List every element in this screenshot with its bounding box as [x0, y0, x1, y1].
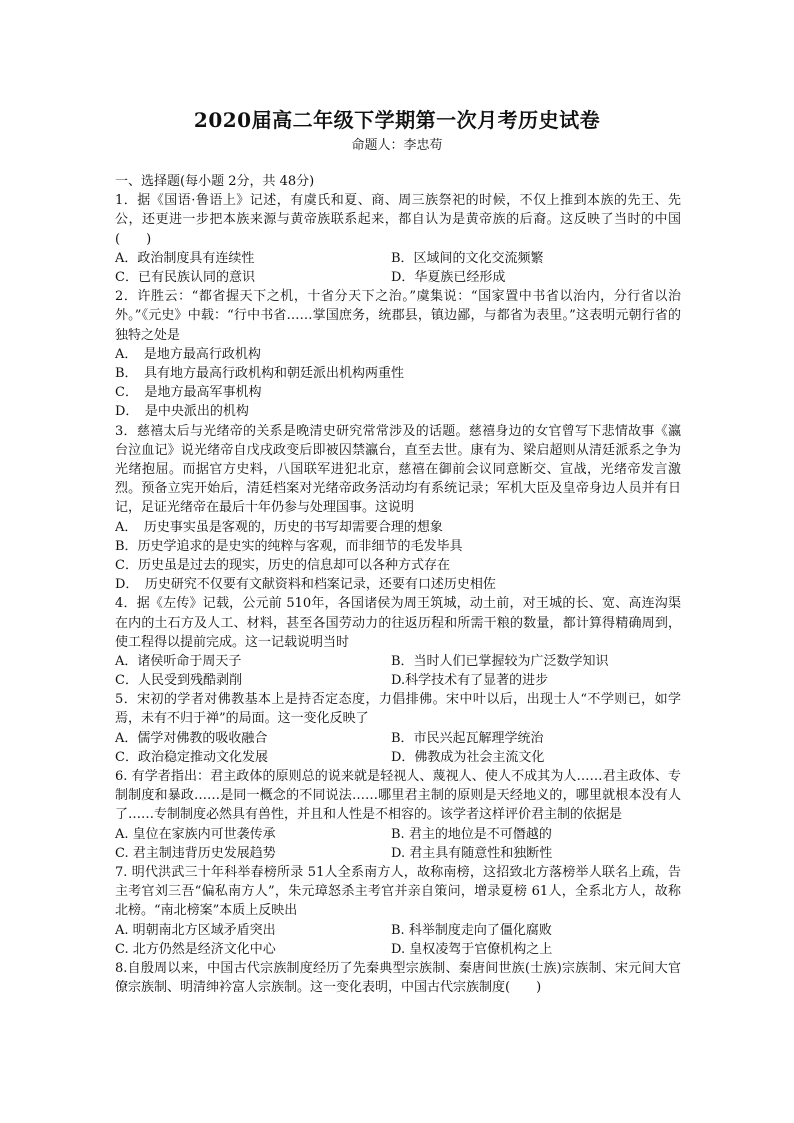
option-d: D．华夏族已经形成 — [391, 269, 506, 285]
exam-title: 2020届高二年级下学期第一次月考历史试卷 — [193, 108, 601, 132]
question-7 — [115, 863, 681, 959]
question-stem: 7. 明代洪武三十年科举春榜所录 51人全系南方人，故称南榜，这招致北方落榜举人联名上疏，告主考官刘三吾“偏私南方人”，朱元璋怒杀主考官并亲自策问，增录夏榜 61人，全系北方人，故称北榜。“南北榜案”本质上反映出 — [115, 865, 681, 919]
option-row — [115, 748, 681, 767]
question-stem: 3．慈禧太后与光绪帝的关系是晚清史研究常常涉及的话题。慈禧身边的女官曾写下悲情故事《瀛台泣血记》说光绪帝自戊戌政变后即被囚禁瀛台，直至去世。康有为、梁启超则从清廷派系之争为光绪抱屈。而据官方史料，八国联军进犯北京，慈禧在御前会议同意断交、宣战，光绪帝发言激烈。预备立宪开始后，清廷档案对光绪帝政务活动均有系统记录；军机大臣及皇帝身边人员并有日记，足证光绪帝在最后十年仍参与处理国事。这说明 — [115, 423, 681, 516]
question-3 — [115, 422, 681, 595]
option-c: C．政治稳定推动文化发展 — [115, 749, 268, 765]
option-row — [115, 268, 681, 287]
question-stem: 4．据《左传》记载，公元前 510年，各国诸侯为周王筑城，动土前，对王城的长、宽、高连沟渠在内的土石方及人工、材料，甚至各国劳动力的往返历程和所需干粮的数量，都计算得精确周到，使工程得以提前完成。这一记载说明当时 — [115, 596, 681, 650]
question-6 — [115, 767, 681, 863]
question-stem: 2．许胜云：“都省握天下之机，十省分天下之治。”虞集说：“国家置中书省以治内，分行省以治外。”《元史》中载：“行中书省……掌国庶务，统郡县，镇边鄙，与都省为表里。”这表明元朝行省的独特之处是 — [115, 289, 681, 343]
option-b: B. 君主的地位是不可僭越的 — [391, 826, 552, 842]
option-c: C． 是地方最高军事机构 — [115, 385, 262, 401]
question-2 — [115, 287, 681, 421]
option-a: A．政治制度具有连续性 — [115, 250, 255, 266]
question-8 — [115, 959, 681, 997]
option-c: C. 君主制违背历史发展趋势 — [115, 845, 276, 861]
option-row — [115, 844, 681, 863]
option-b: B．市民兴起瓦解理学统治 — [391, 730, 544, 746]
option-b: B．当时人们已掌握较为广泛数学知识 — [391, 653, 609, 669]
option-b: B． 具有地方最高行政机构和朝廷派出机构两重性 — [115, 365, 405, 381]
question-1 — [115, 191, 681, 287]
option-row — [115, 652, 681, 671]
option-a: A. 皇位在家族内可世袭传承 — [115, 826, 276, 842]
option-row — [115, 921, 681, 940]
option-a: A. 明朝南北方区域矛盾突出 — [115, 922, 276, 938]
question-stem: 6. 有学者指出：君主政体的原则总的说来就是轻视人、蔑视人、使人不成其为人……君主政体、专制制度和暴政……是同一概念的不同说法……哪里君主制的原则是天经地义的，哪里就根本没有人了……专制制度必然具有兽性，并且和人性是不相容的。该学者这样评价君主制的依据是 — [115, 769, 681, 823]
option-d: D． 历史研究不仅要有文献资料和档案记录，还要有口述历史相佐 — [115, 577, 496, 593]
question-stem: 8.自殷周以来，中国古代宗族制度经历了先秦典型宗族制、秦唐间世族(士族)宗族制、宋元间大官僚宗族制、明清绅衿富人宗族制。这一变化表明，中国古代宗族制度( ) — [115, 961, 681, 996]
option-row — [115, 671, 681, 690]
option-a: A． 是地方最高行政机构 — [115, 346, 261, 362]
option-row — [115, 729, 681, 748]
option-c: C. 北方仍然是经济文化中心 — [115, 941, 276, 957]
option-b: B. 科举制度走向了僵化腐败 — [391, 922, 552, 938]
option-a: A．诸侯听命于周天子 — [115, 653, 242, 669]
option-d: D. 君主具有随意性和独断性 — [391, 845, 553, 861]
option-a: A． 历史事实虽是客观的，历史的书写却需要合理的想象 — [115, 519, 443, 535]
option-c: C．已有民族认同的意识 — [115, 269, 255, 285]
option-d: D. 皇权凌驾于官僚机构之上 — [391, 941, 553, 957]
option-row — [115, 940, 681, 959]
question-5 — [115, 690, 681, 767]
option-c: C．人民受到残酷剥削 — [115, 673, 242, 689]
exam-author: 命题人：李忠苟 — [351, 138, 443, 153]
question-stem: 1．据《国语·鲁语上》记述，有虞氏和夏、商、周三族祭祀的时候，不仅上推到本族的先王、先公，还更进一步把本族来源与黄帝族联系起来，都自认为是黄帝族的后裔。这反映了当时的中国( ) — [115, 193, 681, 247]
exam-body — [115, 172, 681, 997]
option-b: B．历史学追求的是史实的纯粹与客观，而非细节的毛发毕具 — [115, 538, 463, 554]
option-c: C．历史虽是过去的现实，历史的信息却可以各种方式存在 — [115, 557, 450, 573]
option-b: B．区域间的文化交流频繁 — [391, 250, 544, 266]
option-a: A．儒学对佛教的吸收融合 — [115, 730, 268, 746]
question-stem: 5．宋初的学者对佛教基本上是持否定态度，力倡排佛。宋中叶以后，出现士人“不学则已，如学焉，未有不归于禅”的局面。这一变化反映了 — [115, 692, 681, 727]
question-4 — [115, 594, 681, 690]
option-d: D.科学技术有了显著的进步 — [391, 673, 549, 689]
option-d: D． 是中央派出的机构 — [115, 404, 249, 420]
section-heading: 一、选择题(每小题 2分，共 48分) — [115, 174, 315, 189]
option-row — [115, 825, 681, 844]
option-row — [115, 249, 681, 268]
option-d: D．佛教成为社会主流文化 — [391, 749, 545, 765]
